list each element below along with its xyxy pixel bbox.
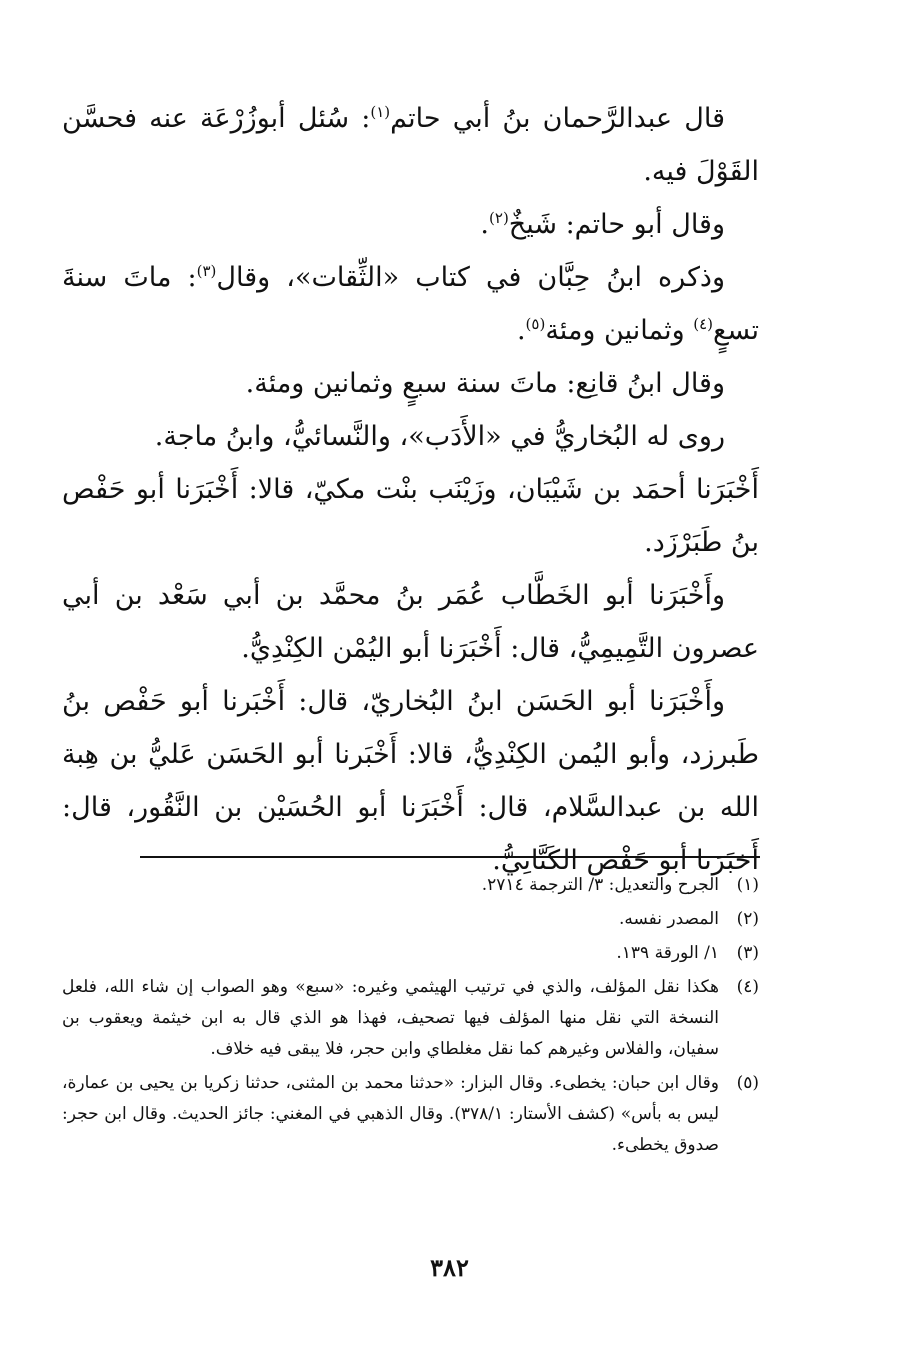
paragraph: وأَخْبَرَنا أبو الخَطَّاب عُمَر بنُ محمَّد بن أبي سَعْد بن أبي عصرون التَّمِيمِيُّ، قال: أَخْبَرَنا أبو اليُمْن الكِنْدِيُّ. [62, 580, 759, 664]
footnote-ref: (١) [370, 103, 391, 121]
footnotes [62, 870, 759, 1164]
paragraph-text: . [516, 315, 526, 346]
paragraph-text: قال عبدالرَّحمان بنُ أبي حاتم [390, 103, 725, 134]
footnote-number: (٥) [736, 1073, 759, 1093]
footnote-text: الجرح والتعديل: ٣/ الترجمة ٢٧١٤. [481, 875, 719, 895]
footnote-ref: (٢) [489, 209, 509, 227]
paragraph-text: وثمانين ومئة [545, 315, 694, 346]
paragraph: أَخْبَرَنا أحمَد بن شَيْبَان، وزَيْنَب بنْت مكيّ، قالا: أَخْبَرَنا أبو حَفْص بنُ طَبَرْزَد. [62, 474, 759, 558]
paragraph-text: : سُئل أبوزُرْعَة عنه فحسَّن القَوْلَ فيه. [62, 103, 759, 187]
paragraph-text: وذكره ابنُ حِبَّان في كتاب «الثِّقات»، وقال [216, 262, 725, 293]
paragraph: روى له البُخاريُّ في «الأَدَب»، والنَّسائيُّ، وابنُ ماجة. [154, 421, 725, 452]
footnote [62, 938, 759, 969]
footnote-number: (٣) [736, 943, 759, 963]
footnote-text: المصدر نفسه. [618, 909, 719, 929]
footnote-number: (٢) [736, 909, 759, 929]
footnote-text: وقال ابن حبان: يخطىء. وقال البزار: «حدثنا محمد بن المثنى، حدثنا زكريا بن يحيى بن عمارة، ليس به بأس» (كشف الأستار: ٣٧٨/١). وقال الذهبي في المغني: جائز الحديث. وقال ابن حجر: صدوق يخطىء. [62, 1073, 719, 1155]
footnote [62, 1068, 759, 1161]
paragraph-text: : ماتَ سنةَ تسعٍ [62, 262, 759, 346]
footnote-ref: (٣) [196, 262, 217, 280]
footnote-ref: (٥) [525, 315, 546, 333]
footnote-text: ١/ الورقة ١٣٩. [616, 943, 719, 963]
paragraph [62, 92, 759, 198]
footnote-number: (٤) [736, 977, 759, 997]
footnote-ref: (٤) [693, 315, 714, 333]
paragraph [62, 198, 759, 251]
footnote-number: (١) [736, 875, 759, 895]
footnote-text: هكذا نقل المؤلف، والذي في ترتيب الهيثمي وغيره: «سبع» وهو الصواب إن شاء الله، فلعل النسخة التي نقل منها المؤلف فيها تصحيف، فهذا هو الذي قال به ابن خيثمة ويعقوب بن سفيان، والفلاس وغيرهم كما نقل مغلطاي وابن حجر، فلا يبقى فيه خلاف. [62, 977, 719, 1059]
footnote [62, 972, 759, 1065]
footnote [62, 870, 759, 901]
footnote-divider [140, 856, 760, 858]
paragraph-text: وقال أبو حاتم: شَيخٌ [508, 209, 725, 240]
main-text [62, 92, 759, 887]
paragraph-text: . [480, 209, 490, 240]
paragraph: وأَخْبَرَنا أبو الحَسَن ابنُ البُخاريّ، قال: أَخْبَرنا أبو حَفْص بنُ طَبرزد، وأبو اليُمن الكِنْدِيُّ، قالا: أَخْبَرنا أبو الحَسَن عَليُّ بن هِبة الله بن عبدالسَّلام، قال: أَخْبَرَنا أبو الحُسَيْن بن النَّقُور، قال: أَخبَرَنا أبو حَفْص الكَتَّانِيُّ. [62, 686, 759, 876]
footnote [62, 904, 759, 935]
paragraph: وقال ابنُ قانِع: ماتَ سنة سبعٍ وثمانين ومئة. [245, 368, 725, 399]
paragraph [62, 251, 759, 357]
page-number: ٣٨٢ [430, 1253, 469, 1282]
